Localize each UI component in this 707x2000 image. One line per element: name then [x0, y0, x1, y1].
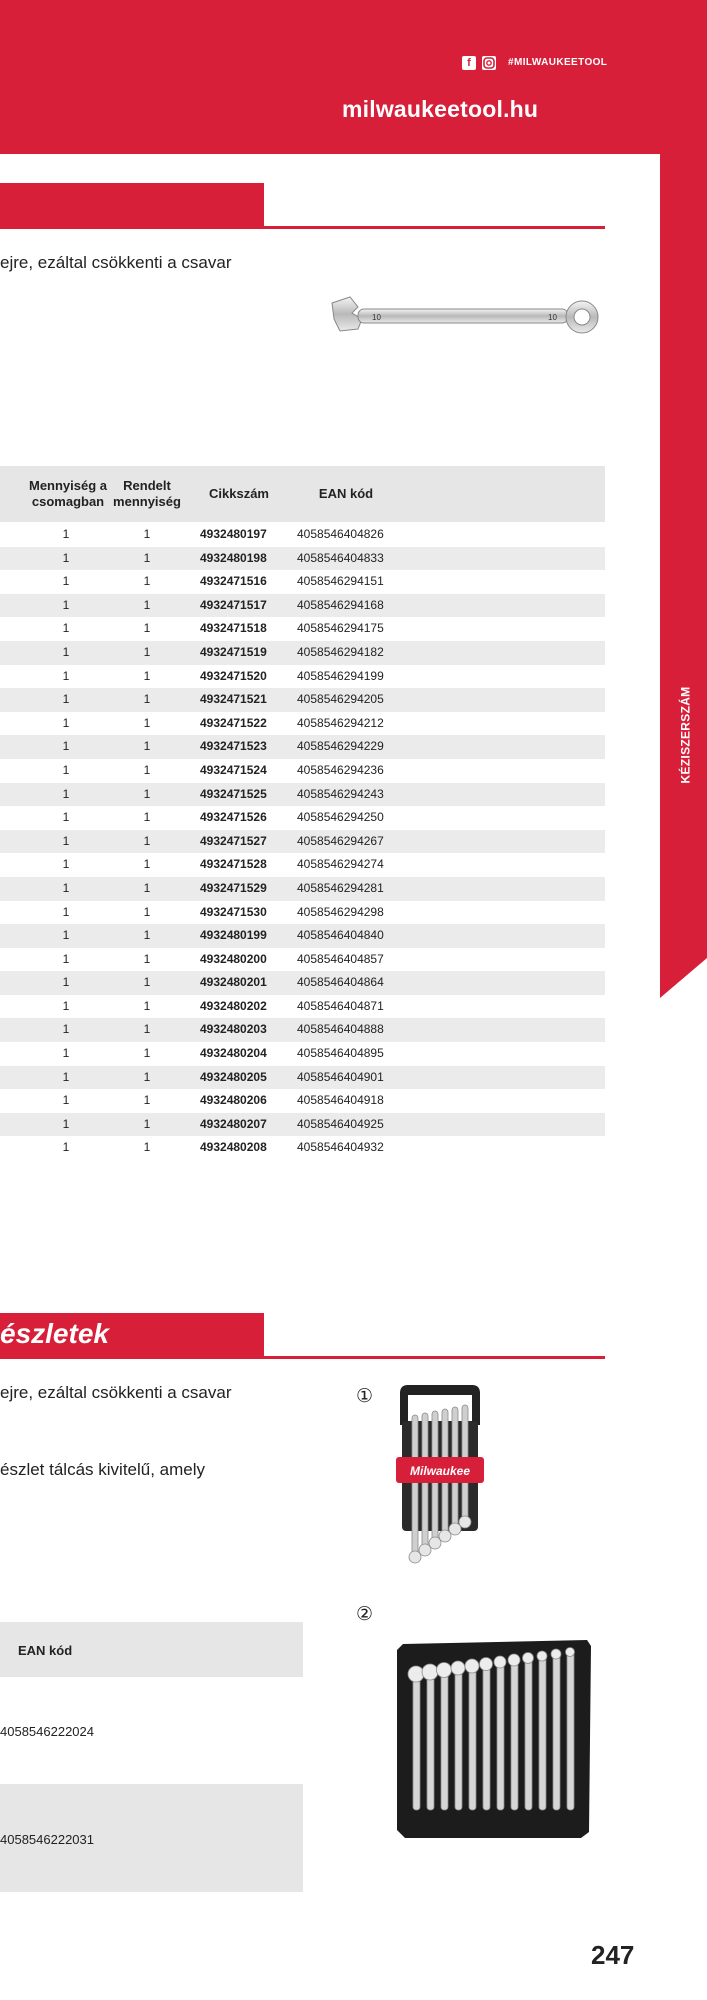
- qty-cell: 1: [62, 928, 70, 943]
- ean-cell: 4058546294205: [297, 692, 384, 707]
- col-header-code: Cikkszám: [209, 486, 269, 501]
- code-cell: 4932471518: [200, 621, 267, 636]
- website-url[interactable]: milwaukeetool.hu: [342, 96, 539, 122]
- col-header-ordered: Rendelt mennyiség: [113, 478, 181, 509]
- ordered-cell: 1: [143, 597, 151, 612]
- qty-cell: 1: [62, 1046, 70, 1061]
- ean-cell: 4058546404925: [297, 1116, 384, 1131]
- ordered-cell: 1: [143, 833, 151, 848]
- table-row: [0, 1113, 605, 1137]
- qty-cell: 1: [62, 692, 70, 707]
- qty-cell: 1: [62, 1116, 70, 1131]
- qty-cell: 1: [62, 762, 70, 777]
- ordered-cell: 1: [143, 904, 151, 919]
- ordered-cell: 1: [143, 550, 151, 565]
- wrench-size-mark: 10: [548, 313, 557, 322]
- ordered-cell: 1: [143, 810, 151, 825]
- qty-cell: 1: [62, 975, 70, 990]
- ordered-cell: 1: [143, 928, 151, 943]
- ordered-cell: 1: [143, 739, 151, 754]
- table-row: [0, 1018, 605, 1042]
- section2-underline: [0, 1356, 605, 1359]
- section1-underline: [0, 226, 605, 229]
- hashtag: #MILWAUKEETOOL: [508, 57, 608, 68]
- ordered-cell: 1: [143, 1022, 151, 1037]
- table-row: [0, 948, 605, 972]
- section2-title: észletek: [0, 1318, 109, 1349]
- code-cell: 4932480208: [200, 1140, 267, 1155]
- image-marker-1: ①: [356, 1386, 374, 1407]
- code-cell: 4932471524: [200, 762, 267, 777]
- ordered-cell: 1: [143, 1069, 151, 1084]
- qty-cell: 1: [62, 527, 70, 541]
- ean-cell: 4058546294274: [297, 857, 384, 872]
- table-row: [0, 617, 605, 641]
- image-marker-2: ②: [356, 1604, 374, 1625]
- ean-cell: 4058546404918: [297, 1093, 384, 1108]
- section1-description: ejre, ezáltal csökkenti a csavar: [0, 253, 232, 272]
- ean-cell: 4058546294212: [297, 715, 384, 730]
- ordered-cell: 1: [143, 1093, 151, 1108]
- table-row: [0, 688, 605, 712]
- table-row: [0, 523, 605, 547]
- qty-cell: 1: [62, 857, 70, 872]
- code-cell: 4932480205: [200, 1069, 267, 1084]
- ordered-cell: 1: [143, 762, 151, 777]
- ean-cell: 4058546404826: [297, 527, 384, 541]
- ordered-cell: 1: [143, 998, 151, 1013]
- side-band-tip: [660, 998, 707, 1044]
- table-row: [0, 1066, 605, 1090]
- table-row: [0, 995, 605, 1019]
- table-row: [0, 735, 605, 759]
- qty-cell: 1: [62, 833, 70, 848]
- table-row: [0, 1042, 605, 1066]
- code-cell: 4932471517: [200, 597, 267, 612]
- qty-cell: 1: [62, 550, 70, 565]
- section1-title-bar: [0, 183, 264, 228]
- ordered-cell: 1: [143, 1140, 151, 1155]
- table-row: [0, 1136, 605, 1160]
- ean-cell: 4058546404888: [297, 1022, 384, 1037]
- ordered-cell: 1: [143, 644, 151, 659]
- table-row: [0, 853, 605, 877]
- qty-cell: 1: [62, 574, 70, 589]
- table-row: [0, 759, 605, 783]
- table-row: [0, 547, 605, 571]
- ean-cell: 4058546404895: [297, 1046, 384, 1061]
- ordered-cell: 1: [143, 880, 151, 895]
- code-cell: 4932471519: [200, 644, 267, 659]
- qty-cell: 1: [62, 644, 70, 659]
- ean-cell: 4058546404901: [297, 1069, 384, 1084]
- qty-cell: 1: [62, 810, 70, 825]
- code-cell: 4932471529: [200, 880, 267, 895]
- ean-cell: 4058546222024: [0, 1724, 94, 1739]
- ordered-cell: 1: [143, 715, 151, 730]
- code-cell: 4932471530: [200, 904, 267, 919]
- side-category-label: KÉZISZERSZÁM: [678, 686, 692, 784]
- qty-cell: 1: [62, 715, 70, 730]
- ean-cell: 4058546294182: [297, 644, 384, 659]
- table1-header: [0, 466, 605, 522]
- wrench-set-rack-image: [392, 1385, 488, 1575]
- code-cell: 4932480200: [200, 951, 267, 966]
- code-cell: 4932480203: [200, 1022, 267, 1037]
- ordered-cell: 1: [143, 975, 151, 990]
- side-band: [660, 154, 707, 998]
- ean-cell: 4058546294175: [297, 621, 384, 636]
- rack-brand-label: Milwaukee: [409, 1464, 471, 1478]
- qty-cell: 1: [62, 597, 70, 612]
- code-cell: 4932480198: [200, 550, 267, 565]
- ordered-cell: 1: [143, 574, 151, 589]
- ean-cell: 4058546294168: [297, 597, 384, 612]
- combination-wrench-image: [328, 295, 604, 339]
- qty-cell: 1: [62, 1069, 70, 1084]
- qty-cell: 1: [62, 880, 70, 895]
- ean-cell: 4058546404840: [297, 928, 384, 943]
- code-cell: 4932471516: [200, 574, 267, 589]
- code-cell: 4932480204: [200, 1046, 267, 1061]
- table-row: [0, 665, 605, 689]
- ean-cell: 4058546294298: [297, 904, 384, 919]
- code-cell: 4932480202: [200, 998, 267, 1013]
- ean-cell: 4058546404871: [297, 998, 384, 1013]
- qty-cell: 1: [62, 621, 70, 636]
- section2-description-1: ejre, ezáltal csökkenti a csavar: [0, 1383, 232, 1402]
- qty-cell: 1: [62, 668, 70, 683]
- ean-cell: 4058546404932: [297, 1140, 384, 1155]
- table-row: [0, 641, 605, 665]
- ean-cell: 4058546294267: [297, 833, 384, 848]
- ordered-cell: 1: [143, 668, 151, 683]
- table-row: [0, 877, 605, 901]
- code-cell: 4932471522: [200, 715, 267, 730]
- ean-cell: 4058546404833: [297, 550, 384, 565]
- code-cell: 4932471528: [200, 857, 267, 872]
- table1-body: [0, 523, 605, 1160]
- qty-cell: 1: [62, 1140, 70, 1155]
- table-row: [0, 783, 605, 807]
- code-cell: 4932471526: [200, 810, 267, 825]
- ordered-cell: 1: [143, 951, 151, 966]
- page-number: 247: [591, 1940, 635, 1970]
- ean-cell: 4058546294243: [297, 786, 384, 801]
- qty-cell: 1: [62, 786, 70, 801]
- code-cell: 4932480199: [200, 928, 267, 943]
- table-row: [0, 971, 605, 995]
- ean-cell: 4058546404857: [297, 951, 384, 966]
- qty-cell: 1: [62, 904, 70, 919]
- ordered-cell: 1: [143, 1046, 151, 1061]
- table-row: [0, 1089, 605, 1113]
- ordered-cell: 1: [143, 786, 151, 801]
- table-row: [0, 570, 605, 594]
- ean-cell: 4058546222031: [0, 1832, 94, 1847]
- ordered-cell: 1: [143, 692, 151, 707]
- ean-cell: 4058546294236: [297, 762, 384, 777]
- ordered-cell: 1: [143, 621, 151, 636]
- ordered-cell: 1: [143, 857, 151, 872]
- qty-cell: 1: [62, 998, 70, 1013]
- code-cell: 4932471521: [200, 692, 267, 707]
- ordered-cell: 1: [143, 1116, 151, 1131]
- side-band-tip-shape: [660, 958, 707, 1000]
- code-cell: 4932471523: [200, 739, 267, 754]
- table-row: [0, 830, 605, 854]
- code-cell: 4932471525: [200, 786, 267, 801]
- ean-cell: 4058546294281: [297, 880, 384, 895]
- section2-description-2: észlet tálcás kivitelű, amely: [0, 1460, 206, 1479]
- qty-cell: 1: [62, 951, 70, 966]
- code-cell: 4932471527: [200, 833, 267, 848]
- ean-cell: 4058546404864: [297, 975, 384, 990]
- col-header-qty: Mennyiség a csomagban: [28, 478, 108, 509]
- wrench-set-tray-image: [395, 1640, 591, 1840]
- ean-cell: 4058546294229: [297, 739, 384, 754]
- qty-cell: 1: [62, 739, 70, 754]
- col-header-ean: EAN kód: [18, 1643, 73, 1658]
- ean-cell: 4058546294199: [297, 668, 384, 683]
- instagram-icon[interactable]: [482, 56, 496, 70]
- table-row: [0, 924, 605, 948]
- code-cell: 4932480206: [200, 1093, 267, 1108]
- ordered-cell: 1: [143, 527, 151, 541]
- ean-cell: 4058546294250: [297, 810, 384, 825]
- ean-cell: 4058546294151: [297, 574, 384, 589]
- header-band: [0, 0, 707, 154]
- code-cell: 4932471520: [200, 668, 267, 683]
- code-cell: 4932480197: [200, 527, 267, 541]
- table-row: [0, 712, 605, 736]
- code-cell: 4932480201: [200, 975, 267, 990]
- qty-cell: 1: [62, 1022, 70, 1037]
- col-header-ean: EAN kód: [318, 486, 374, 501]
- table-row: [0, 901, 605, 925]
- qty-cell: 1: [62, 1093, 70, 1108]
- code-cell: 4932480207: [200, 1116, 267, 1131]
- table-row: [0, 806, 605, 830]
- table-row: [0, 594, 605, 618]
- wrench-size-mark: 10: [372, 313, 381, 322]
- facebook-icon[interactable]: f: [462, 56, 476, 70]
